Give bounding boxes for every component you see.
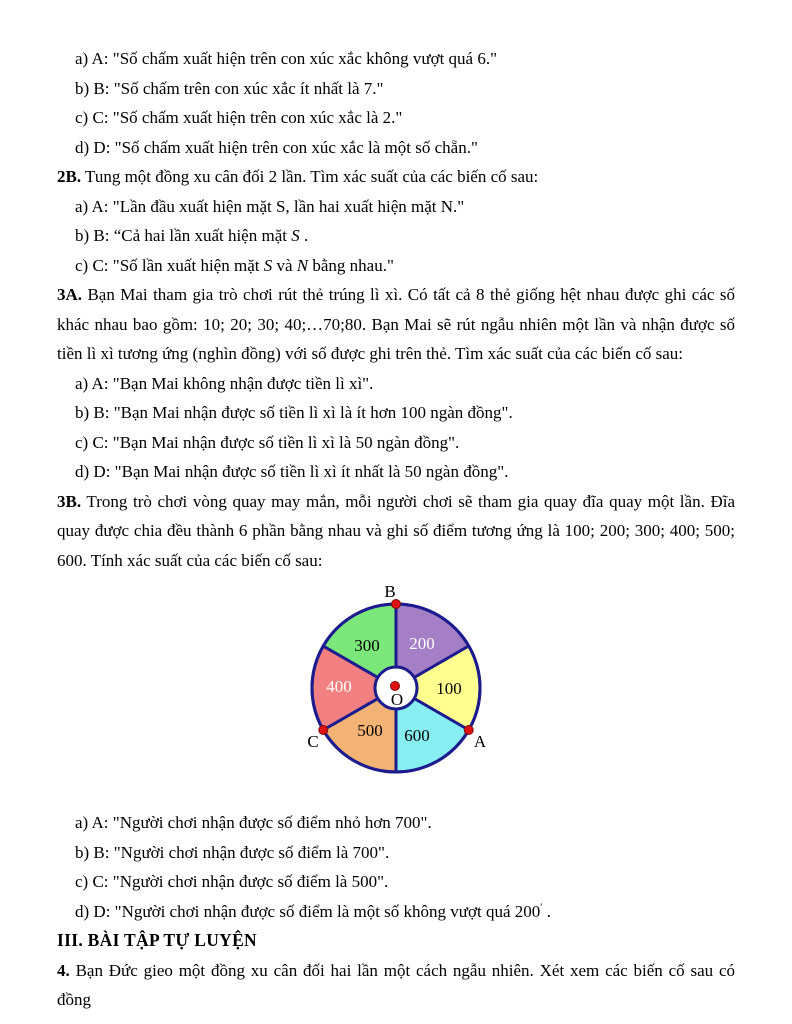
wheel-label-500: 500 — [357, 721, 383, 740]
wheel-label-100: 100 — [436, 679, 462, 698]
point-dot-c — [319, 726, 328, 735]
text-line: b) B: “Cả hai lần xuất hiện mặt S . — [75, 226, 309, 245]
text-line: 4. Bạn Đức gieo một đồng xu cân đối hai lần một cách ngẫu nhiên. Xét xem các biến cố sau có đồng — [57, 960, 735, 1009]
text-line: 3B. Trong trò chơi vòng quay may mắn, mỗi người chơi sẽ tham gia quay đĩa quay một lần. Đĩa quay được chia đều thành 6 phần bằng nhau và ghi số điểm tương ứng là 100; 200; 300; 400; 500; 600. Tính xác suất của các biến cố sau: — [57, 491, 735, 570]
text-line: a) A: "Lần đầu xuất hiện mặt S, lần hai xuất hiện mặt N." — [75, 196, 465, 216]
text-line: b) B: "Người chơi nhận được số điểm là 700". — [75, 842, 390, 862]
problems-text-bottom — [57, 808, 735, 1015]
spinning-wheel-chart — [271, 583, 521, 798]
text-line: a) A: "Người chơi nhận được số điểm nhỏ hơn 700". — [75, 813, 432, 832]
text-line: b) B: "Số chấm trên con xúc xắc ít nhất là 7." — [75, 78, 384, 98]
wheel-label-200: 200 — [409, 634, 435, 653]
point-label-o: O — [390, 690, 404, 709]
text-line: b) B: "Bạn Mai nhận được số tiền lì xì là ít hơn 100 ngàn đồng". — [75, 403, 513, 422]
spinning-wheel-figure — [57, 583, 735, 798]
text-line: c) C: "Số lần xuất hiện mặt S và N bằng nhau." — [75, 255, 394, 275]
text-line: c) C: "Số chấm xuất hiện trên con xúc xắc là 2." — [75, 108, 403, 127]
text-line: 2B. Tung một đồng xu cân đối 2 lần. Tìm xác suất của các biến cố sau: — [57, 167, 539, 186]
point-label-a: A — [473, 732, 487, 751]
point-label-b: B — [384, 583, 396, 601]
point-label-c: C — [307, 732, 319, 751]
problems-text-top — [57, 44, 735, 575]
text-line: d) D: "Người chơi nhận được số điểm là một số không vượt quá 200′ . — [75, 901, 551, 921]
text-line: 3A. Bạn Mai tham gia trò chơi rút thẻ trúng lì xì. Có tất cả 8 thẻ giống hệt nhau được ghi các số khác nhau bao gồm: 10; 20; 30; 40;…70;80. Bạn Mai sẽ rút ngẫu nhiên một lần và nhận được số tiền lì xì tương ứng (nghìn đồng) với số được ghi trên thẻ. Tìm xác suất của các biến cố sau: — [57, 285, 735, 363]
text-line: a) A: "Bạn Mai không nhận được tiền lì xì". — [75, 373, 374, 393]
text-line: d) D: "Bạn Mai nhận được số tiền lì xì ít nhất là 50 ngàn đồng". — [75, 462, 509, 481]
wheel-label-600: 600 — [404, 726, 430, 745]
wheel-label-300: 300 — [354, 636, 380, 655]
text-line: a) A: "Số chấm xuất hiện trên con xúc xắc không vượt quá 6." — [75, 49, 498, 68]
text-line: d) D: "Số chấm xuất hiện trên con xúc xắc là một số chẵn." — [75, 137, 478, 157]
text-line: c) C: "Bạn Mai nhận được số tiền lì xì là 50 ngàn đồng". — [75, 432, 460, 452]
text-line: c) C: "Người chơi nhận được số điểm là 500". — [75, 872, 389, 891]
wheel-label-400: 400 — [326, 677, 352, 696]
point-dot-a — [464, 726, 473, 735]
text-line: III. BÀI TẬP TỰ LUYỆN — [57, 930, 257, 950]
